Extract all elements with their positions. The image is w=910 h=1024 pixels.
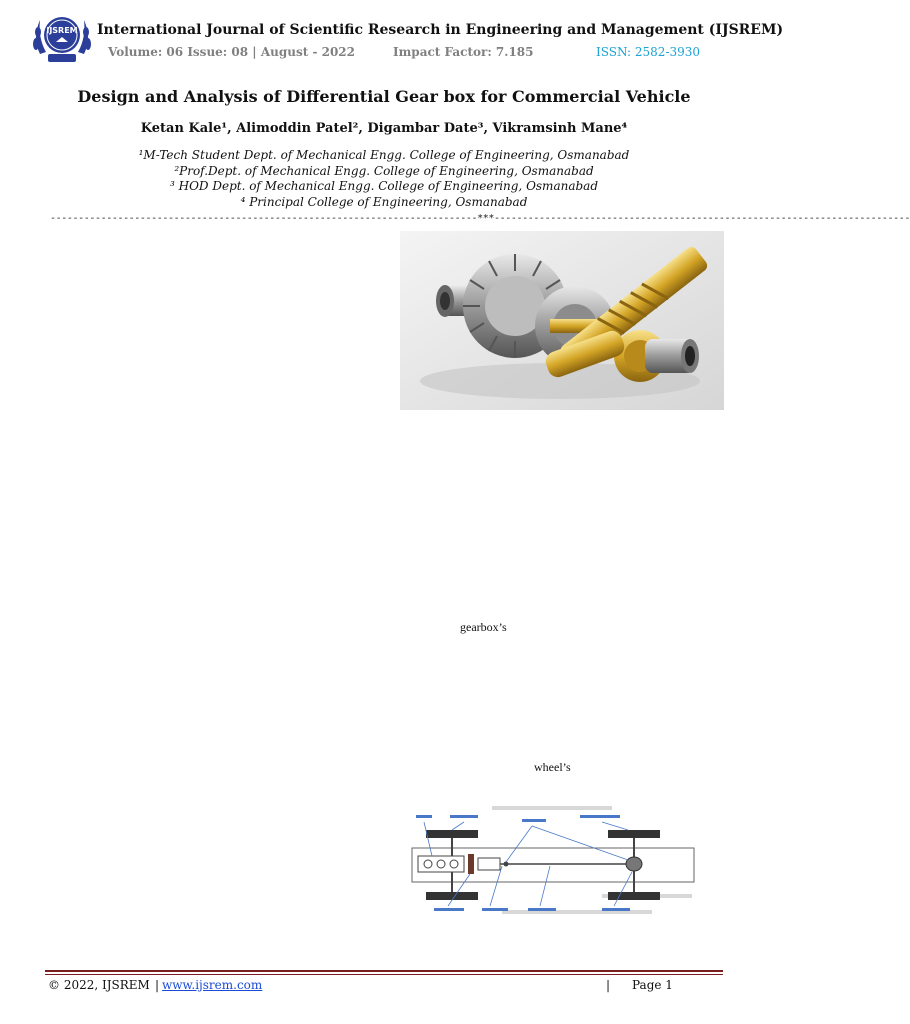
logo-text: IJSREM [46,26,78,35]
impact-factor: Impact Factor: 7.185 [393,45,534,59]
footer-rule-thin [45,974,723,975]
affiliations [0,148,768,210]
footer-separator-1: | [155,978,160,992]
footer-website[interactable] [162,978,262,992]
journal-logo [26,8,98,64]
affiliation-1: ¹M-Tech Student Dept. of Mechanical Engg. College of Engineering, Osmanabad [138,148,630,162]
footer-separator-2: | [606,978,611,992]
footer-copyright: © 2022, IJSREM [48,978,150,992]
journal-name: International Journal of Scientific Research in Engineering and Management (IJSREM) [97,22,784,38]
website-link[interactable]: www.ijsrem.com [162,978,263,992]
footer-page-number: Page 1 [632,978,673,992]
affiliation-2: ²Prof.Dept. of Mechanical Engg. College of Engineering, Osmanabad [174,163,594,178]
footer-rule-thick [45,970,723,972]
drivetrain-diagram [402,800,704,930]
paper-title: Design and Analysis of Differential Gear box for Commercial Vehicle [77,87,691,106]
section-divider: ----------------------------------------------------------------------------***-------------------------------------------------------------------------- [50,213,910,224]
paper-authors: Ketan Kale¹, Alimoddin Patel², Digambar Date³, Vikramsinh Mane⁴ [140,121,628,136]
caption-wheel: wheel’s [534,760,571,774]
issn: ISSN: 2582-3930 [596,45,701,59]
affiliation-4: ⁴ Principal College of Engineering, Osmanabad [240,194,528,209]
volume-issue: Volume: 06 Issue: 08 | August - 2022 [108,45,356,59]
affiliation-3: ³ HOD Dept. of Mechanical Engg. College of Engineering, Osmanabad [169,179,598,193]
caption-gearbox: gearbox’s [460,620,507,634]
differential-gear-figure [400,231,724,410]
